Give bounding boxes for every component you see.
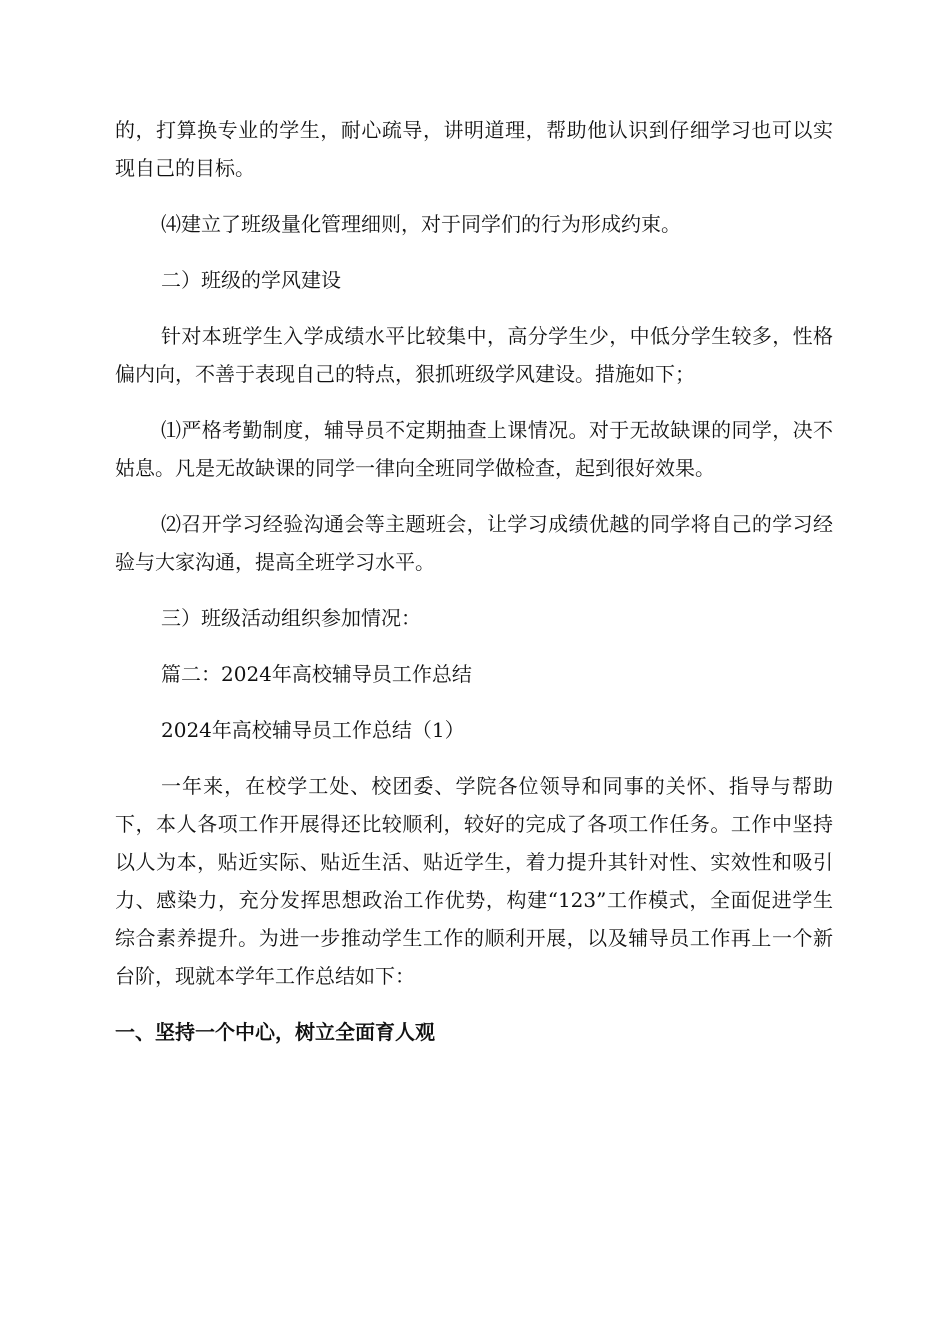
paragraph-summary-intro: 一年来，在校学工处、校团委、学院各位领导和同事的关怀、指导与帮助下，本人各项工作开展得还比较顺利，较好的完成了各项工作任务。工作中坚持以人为本，贴近实际、贴近生活、贴近学生，着力提升其针对性、实效性和吸引力、感染力，充分发挥思想政治工作优势，构建“123”工作模式，全面促进学生综合素养提升。为进一步推动学生工作的顺利开展，以及辅导员工作再上一个新台阶，现就本学年工作总结如下： [115,774,833,988]
paragraph-item-1: ⑴严格考勤制度，辅导员不定期抽查上课情况。对于无故缺课的同学，决不姑息。凡是无故缺课的同学一律向全班同学做检查，起到很好效果。 [115,418,833,480]
article-subtitle: 2024年高校辅导员工作总结（1） [161,718,465,742]
section-title-activities: 三）班级活动组织参加情况： [161,606,421,630]
document-body [115,111,833,1051]
section-heading: 一、坚持一个中心，树立全面育人观 [115,1020,435,1044]
paragraph-item-4: ⑷建立了班级量化管理细则，对于同学们的行为形成约束。 [161,212,681,236]
paragraph-continuation: 的，打算换专业的学生，耐心疏导，讲明道理，帮助他认识到仔细学习也可以实现自己的目标。 [115,118,833,180]
section-title-study-style: 二）班级的学风建设 [161,268,341,292]
paragraph-study-style-intro: 针对本班学生入学成绩水平比较集中，高分学生少，中低分学生较多，性格偏内向，不善于表现自己的特点，狠抓班级学风建设。措施如下； [115,324,833,386]
paragraph-item-2: ⑵召开学习经验沟通会等主题班会，让学习成绩优越的同学将自己的学习经验与大家沟通，提高全班学习水平。 [115,512,833,574]
article-title: 篇二：2024年高校辅导员工作总结 [161,662,472,686]
